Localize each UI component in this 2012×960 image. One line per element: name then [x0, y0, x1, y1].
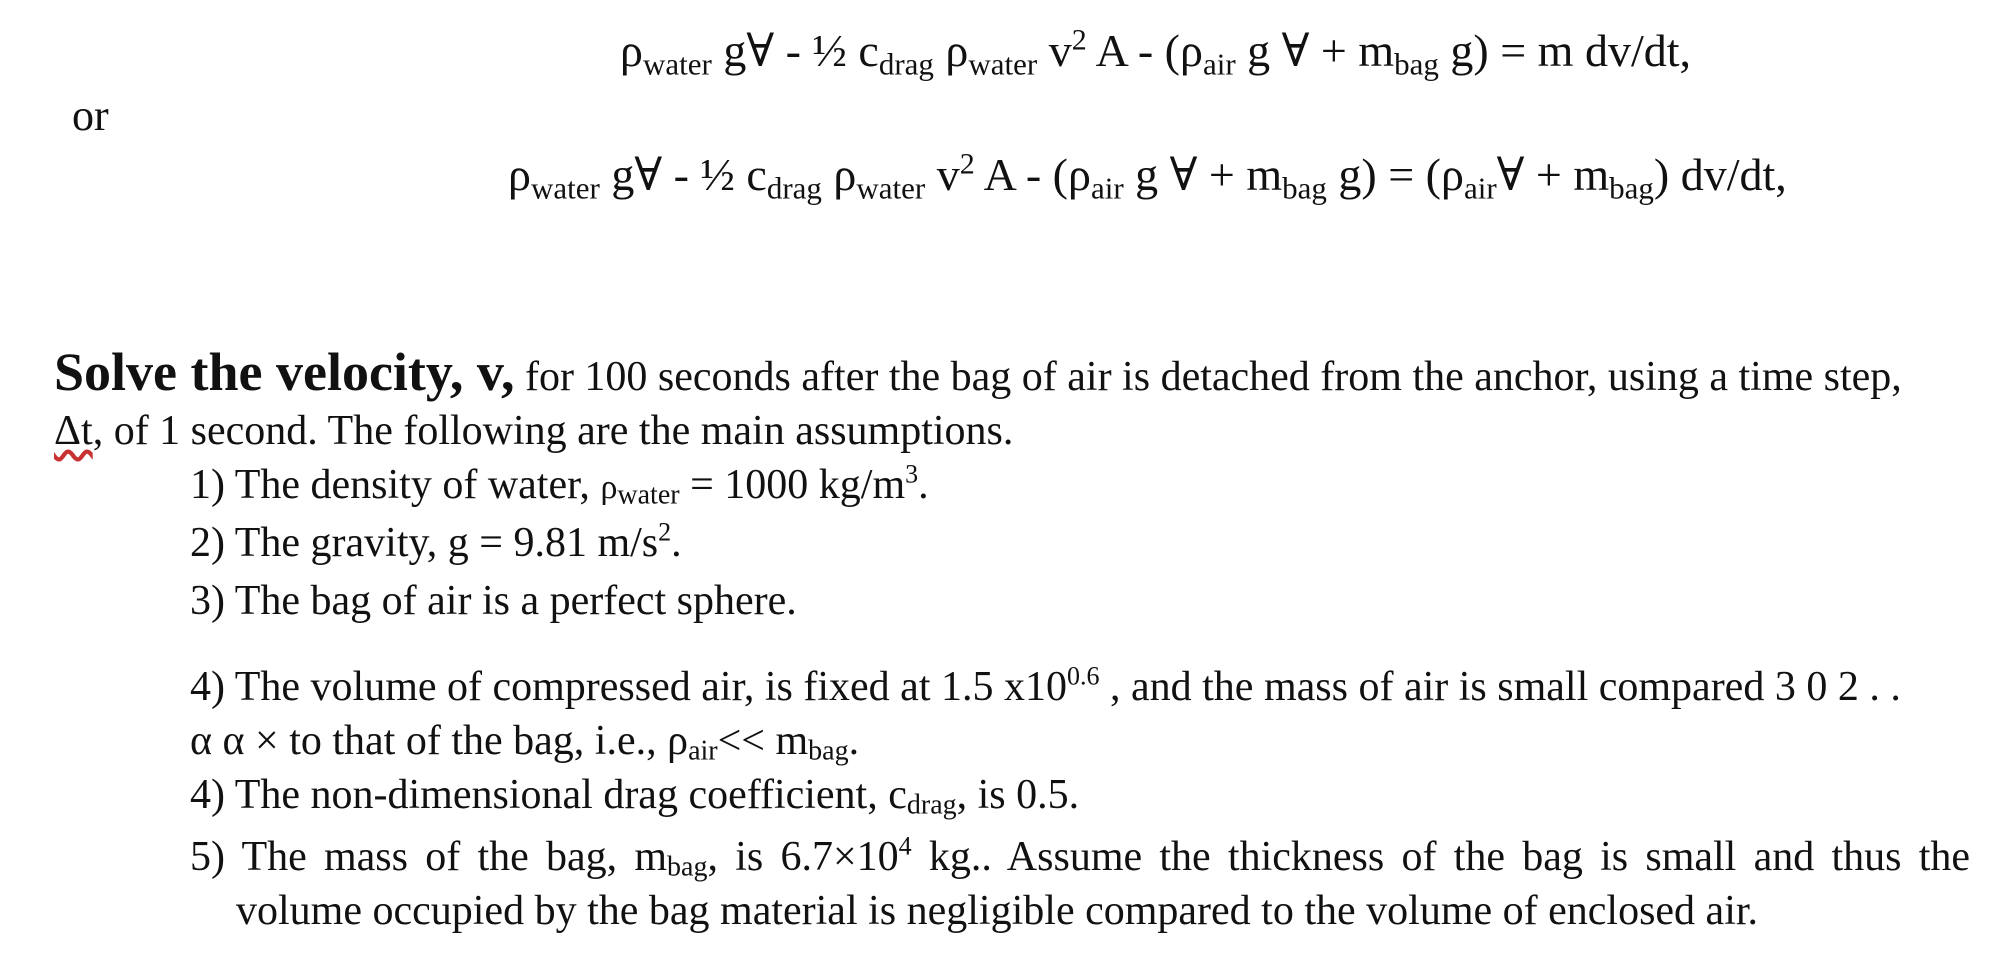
eq1-term-c: g ∀ + m	[1235, 25, 1395, 76]
assumption-5-mid: , is 6.7×10	[707, 834, 899, 880]
assumption-4-post: , and the mass of air is small compared 3 0 2 . .	[1099, 664, 1901, 710]
eq1-v: v	[1037, 25, 1072, 76]
problem-statement	[54, 342, 1974, 458]
assumption-3: 3) The bag of air is a perfect sphere.	[190, 578, 797, 624]
problem-text: for 100 seconds after the bag of air is detached from the anchor, using a time step,	[514, 354, 1902, 400]
eq2-rhs: ) dv/dt,	[1653, 149, 1787, 200]
assumption-5-post: kg.. Assume the thickness of the bag is small and thus the	[911, 834, 1971, 880]
equation-2	[508, 147, 1787, 206]
assumption-1-sup: 3	[905, 459, 919, 489]
assumption-1	[190, 458, 929, 515]
assumption-4b-post: , is 0.5.	[956, 772, 1080, 818]
eq2-bag-sub: bag	[1282, 170, 1327, 206]
assumption-1-end: .	[918, 462, 929, 508]
eq1-bag-sub: bag	[1394, 46, 1439, 82]
assumption-4-bag-sub: bag	[808, 735, 849, 767]
assumption-5	[190, 830, 1970, 884]
problem-text-line2: , of 1 second. The following are the main assumptions.	[92, 408, 1014, 454]
eq2-term-c: g ∀ + m	[1123, 149, 1283, 200]
assumption-4b	[190, 768, 1079, 822]
assumption-5-line2: volume occupied by the bag material is negligible compared to the volume of enclosed air.	[236, 888, 1759, 934]
assumption-4-cont-end: .	[848, 718, 860, 764]
eq2-sq: 2	[959, 147, 975, 181]
problem-heading: Solve the velocity, v,	[54, 342, 515, 402]
eq2-term-a: g∀ - ½ c	[599, 149, 767, 200]
assumption-4-cont-mid: << m	[717, 718, 809, 764]
eq1-water-sub: water	[642, 46, 712, 82]
assumption-4	[190, 660, 1901, 714]
eq2-drag-sub: drag	[766, 170, 822, 206]
eq1-sq: 2	[1071, 23, 1087, 57]
eq2-v: v	[925, 149, 960, 200]
assumption-5-text: 5) The mass of the bag, m	[190, 834, 668, 880]
eq2-air-sub: air	[1090, 170, 1124, 206]
eq1-rhs: g) = m dv/dt,	[1438, 25, 1692, 76]
assumption-2-sup: 2	[658, 517, 672, 547]
eq1-term-a: g∀ - ½ c	[711, 25, 879, 76]
assumption-2-text: 2) The gravity, g = 9.81 m/s	[190, 520, 659, 566]
assumption-4b-text: 4) The non-dimensional drag coefficient, c	[190, 772, 907, 818]
eq2-bag-sub2: bag	[1609, 170, 1654, 206]
assumption-4-sup: 0.6	[1067, 661, 1100, 691]
assumption-5-sup: 4	[898, 831, 912, 861]
assumption-5-sub: bag	[667, 851, 708, 883]
eq1-rho: ρ	[620, 25, 643, 76]
eq2-water-sub: water	[530, 170, 600, 206]
assumption-2-end: .	[671, 520, 682, 566]
eq1-rho2: ρ	[933, 25, 969, 76]
assumption-4-cont-text: α α × to that of the bag, i.e., ρ	[190, 718, 689, 764]
assumption-1-value: = 1000 kg/m	[679, 462, 906, 508]
assumption-1-sub: water	[617, 479, 680, 511]
eq2-rho: ρ	[508, 149, 531, 200]
assumption-4b-sub: drag	[906, 789, 957, 821]
assumption-2	[190, 516, 682, 570]
eq1-term-b: A - (ρ	[1086, 25, 1203, 76]
assumption-4-continuation	[190, 714, 859, 768]
eq2-term-b: A - (ρ	[974, 149, 1091, 200]
eq2-term-e: ∀ + m	[1496, 149, 1610, 200]
eq1-drag-sub: drag	[878, 46, 934, 82]
assumption-1-rho: ρ	[600, 469, 618, 506]
or-connector: or	[72, 91, 109, 140]
eq2-term-d: g) = (ρ	[1326, 149, 1464, 200]
assumption-1-text: 1) The density of water,	[190, 462, 601, 508]
equation-1	[620, 23, 1692, 82]
delta-t-term: Δt	[54, 408, 93, 454]
assumption-4-air-sub: air	[688, 735, 718, 767]
eq2-air-sub2: air	[1463, 170, 1497, 206]
eq2-rho2: ρ	[821, 149, 857, 200]
eq2-water-sub2: water	[856, 170, 926, 206]
eq1-air-sub: air	[1202, 46, 1236, 82]
assumption-4-text: 4) The volume of compressed air, is fixed at 1.5 x10	[190, 664, 1067, 710]
eq1-water-sub2: water	[968, 46, 1038, 82]
